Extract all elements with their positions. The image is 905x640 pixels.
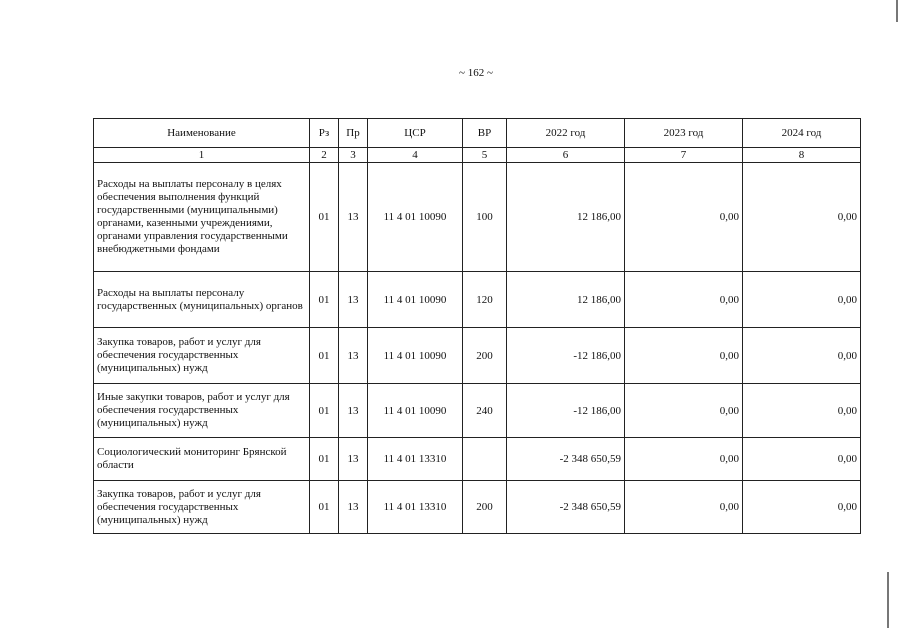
row-csr: 11 4 01 13310: [368, 438, 463, 481]
row-2023: 0,00: [625, 384, 743, 438]
column-number: 7: [625, 148, 743, 163]
column-number: 4: [368, 148, 463, 163]
row-2024: 0,00: [743, 438, 861, 481]
header-csr: ЦСР: [368, 119, 463, 148]
column-number: 6: [507, 148, 625, 163]
row-pr: 13: [339, 481, 368, 534]
row-2022: 12 186,00: [507, 272, 625, 328]
header-2023: 2023 год: [625, 119, 743, 148]
row-2022: -2 348 650,59: [507, 481, 625, 534]
row-2023: 0,00: [625, 163, 743, 272]
row-pr: 13: [339, 328, 368, 384]
row-name: Закупка товаров, работ и услуг для обеспечения государственных (муниципальных) нужд: [94, 328, 310, 384]
row-2022: 12 186,00: [507, 163, 625, 272]
budget-table: [93, 118, 861, 534]
table-row: [94, 481, 861, 534]
header-2022: 2022 год: [507, 119, 625, 148]
header-2024: 2024 год: [743, 119, 861, 148]
row-2024: 0,00: [743, 328, 861, 384]
row-2023: 0,00: [625, 272, 743, 328]
column-number: 2: [310, 148, 339, 163]
row-csr: 11 4 01 13310: [368, 481, 463, 534]
header-rz: Рз: [310, 119, 339, 148]
row-rz: 01: [310, 481, 339, 534]
column-number: 5: [463, 148, 507, 163]
page-number: ~ 162 ~: [459, 67, 493, 79]
row-pr: 13: [339, 272, 368, 328]
row-2024: 0,00: [743, 272, 861, 328]
scan-artifact: [896, 0, 898, 22]
column-number: 1: [94, 148, 310, 163]
table-row: [94, 438, 861, 481]
column-number: 8: [743, 148, 861, 163]
row-vr: 200: [463, 481, 507, 534]
row-2022: -2 348 650,59: [507, 438, 625, 481]
row-vr: 240: [463, 384, 507, 438]
row-vr: 100: [463, 163, 507, 272]
row-name: Расходы на выплаты персоналу государственных (муниципальных) органов: [94, 272, 310, 328]
header-pr: Пр: [339, 119, 368, 148]
row-pr: 13: [339, 438, 368, 481]
table-row: [94, 272, 861, 328]
row-csr: 11 4 01 10090: [368, 163, 463, 272]
row-vr: 120: [463, 272, 507, 328]
row-2022: -12 186,00: [507, 384, 625, 438]
row-rz: 01: [310, 163, 339, 272]
row-pr: 13: [339, 163, 368, 272]
row-2023: 0,00: [625, 438, 743, 481]
header-vr: ВР: [463, 119, 507, 148]
row-2023: 0,00: [625, 481, 743, 534]
row-csr: 11 4 01 10090: [368, 272, 463, 328]
header-row: [94, 119, 861, 148]
row-2024: 0,00: [743, 481, 861, 534]
row-csr: 11 4 01 10090: [368, 384, 463, 438]
row-csr: 11 4 01 10090: [368, 328, 463, 384]
row-2024: 0,00: [743, 163, 861, 272]
row-vr: [463, 438, 507, 481]
table-row: [94, 384, 861, 438]
row-name: Расходы на выплаты персоналу в целях обеспечения выполнения функций государственными (муниципальными) органами, казенными учреждениями, органами управления государственными внебюджетными фондами: [94, 163, 310, 272]
scan-artifact: [887, 572, 889, 628]
row-2022: -12 186,00: [507, 328, 625, 384]
row-rz: 01: [310, 438, 339, 481]
header-name: Наименование: [94, 119, 310, 148]
row-vr: 200: [463, 328, 507, 384]
column-number: 3: [339, 148, 368, 163]
row-pr: 13: [339, 384, 368, 438]
row-name: Закупка товаров, работ и услуг для обеспечения государственных (муниципальных) нужд: [94, 481, 310, 534]
column-number-row: [94, 148, 861, 163]
row-2024: 0,00: [743, 384, 861, 438]
row-name: Иные закупки товаров, работ и услуг для обеспечения государственных (муниципальных) нужд: [94, 384, 310, 438]
row-rz: 01: [310, 272, 339, 328]
row-name: Социологический мониторинг Брянской области: [94, 438, 310, 481]
table-row: [94, 328, 861, 384]
row-2023: 0,00: [625, 328, 743, 384]
row-rz: 01: [310, 328, 339, 384]
table-row: [94, 163, 861, 272]
row-rz: 01: [310, 384, 339, 438]
